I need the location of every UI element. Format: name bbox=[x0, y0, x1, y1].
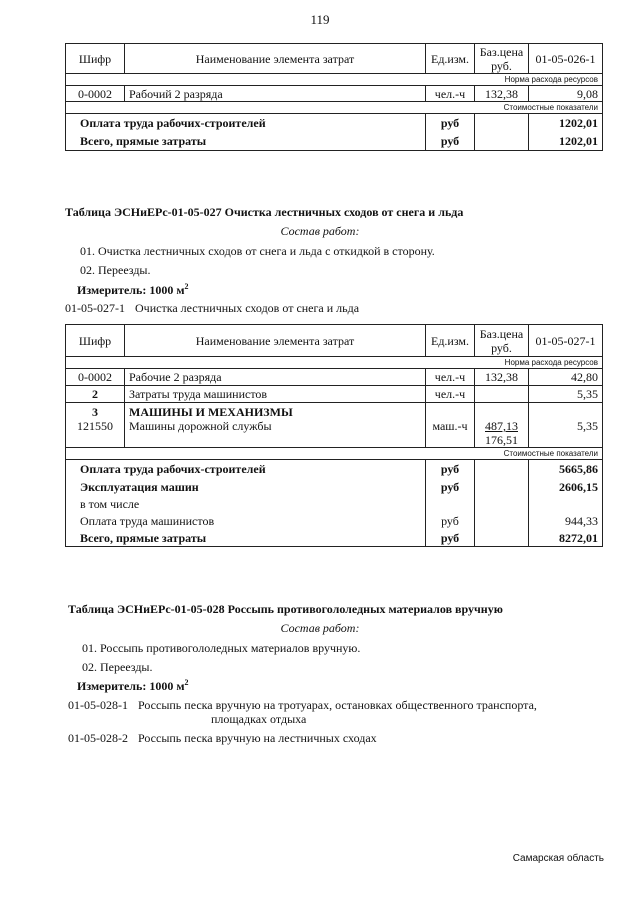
section-title-028: Таблица ЭСНиЕРс-01-05-028 Россыпь противогололедных материалов вручную bbox=[68, 602, 503, 616]
resource-norm-label: Норма расхода ресурсов bbox=[475, 357, 603, 369]
work-item: 01. Россыпь противогололедных материалов вручную. bbox=[82, 641, 361, 655]
item-01-05-027-1: 01-05-027-1 Очистка лестничных сходов от снега и льда bbox=[65, 301, 360, 315]
work-item: 02. Переезды. bbox=[80, 263, 151, 277]
table-row: Оплата труда машинистов руб 944,33 bbox=[66, 512, 603, 530]
table-row: Всего, прямые затраты руб 1202,01 bbox=[66, 133, 603, 151]
composition-title-027: Состав работ: bbox=[280, 224, 360, 238]
work-item: 02. Переезды. bbox=[82, 660, 153, 674]
table-01-05-027 bbox=[65, 324, 603, 547]
composition-title-028: Состав работ: bbox=[280, 621, 360, 635]
table-row: Всего, прямые затраты руб 8272,01 bbox=[66, 530, 603, 547]
header-code: Шифр bbox=[66, 325, 125, 357]
footer-region: Самарская область bbox=[512, 853, 604, 864]
header-table-code: 01-05-027-1 bbox=[529, 325, 603, 357]
header-table-code: 01-05-026-1 bbox=[529, 44, 603, 74]
header-unit: Ед.изм. bbox=[426, 325, 475, 357]
item-01-05-028-2: 01-05-028-2 Россыпь песка вручную на лестничных сходах bbox=[68, 731, 377, 745]
table-row: 0-0002 Рабочие 2 разряда чел.-ч 132,38 42,80 bbox=[66, 369, 603, 386]
header-code: Шифр bbox=[66, 44, 125, 74]
header-price: Баз.цена руб. bbox=[475, 44, 529, 74]
table-row: в том числе bbox=[66, 496, 603, 512]
resource-norm-label: Норма расхода ресурсов bbox=[475, 74, 603, 86]
header-price: Баз.цена руб. bbox=[475, 325, 529, 357]
header-unit: Ед.изм. bbox=[426, 44, 475, 74]
header-name: Наименование элемента затрат bbox=[125, 325, 426, 357]
table-row: Оплата труда рабочих-строителей руб 1202,01 bbox=[66, 114, 603, 133]
item-01-05-028-1: 01-05-028-1 Россыпь песка вручную на тротуарах, остановках общественного транспорта, bbox=[68, 698, 537, 712]
cost-indicators-label: Стоимостные показатели bbox=[475, 448, 603, 460]
table-row: 0-0002 Рабочий 2 разряда чел.-ч 132,38 9,08 bbox=[66, 86, 603, 102]
cost-indicators-label: Стоимостные показатели bbox=[475, 102, 603, 114]
section-title-027: Таблица ЭСНиЕРс-01-05-027 Очистка лестничных сходов от снега и льда bbox=[65, 205, 464, 219]
work-item: 01. Очистка лестничных сходов от снега и льда с откидкой в сторону. bbox=[80, 244, 435, 258]
meter-027: Измеритель: 1000 $м^2$ bbox=[77, 282, 189, 297]
table-01-05-026 bbox=[65, 43, 603, 151]
table-row: Оплата труда рабочих-строителей руб 5665,86 bbox=[66, 460, 603, 478]
header-name: Наименование элемента затрат bbox=[125, 44, 426, 74]
table-row: 2 Затраты труда машинистов чел.-ч 5,35 bbox=[66, 386, 603, 403]
item-01-05-028-1-cont: площадках отдыха bbox=[211, 712, 307, 726]
page-number: 119 bbox=[310, 12, 330, 27]
table-row: Эксплуатация машин руб 2606,15 bbox=[66, 478, 603, 496]
table-row: 3 121550 МАШИНЫ И МЕХАНИЗМЫ Машины дорожной службы маш.-ч 487,13 176,51 5,35 bbox=[66, 403, 603, 448]
meter-028: Измеритель: 1000 $м^2$ bbox=[77, 678, 189, 693]
